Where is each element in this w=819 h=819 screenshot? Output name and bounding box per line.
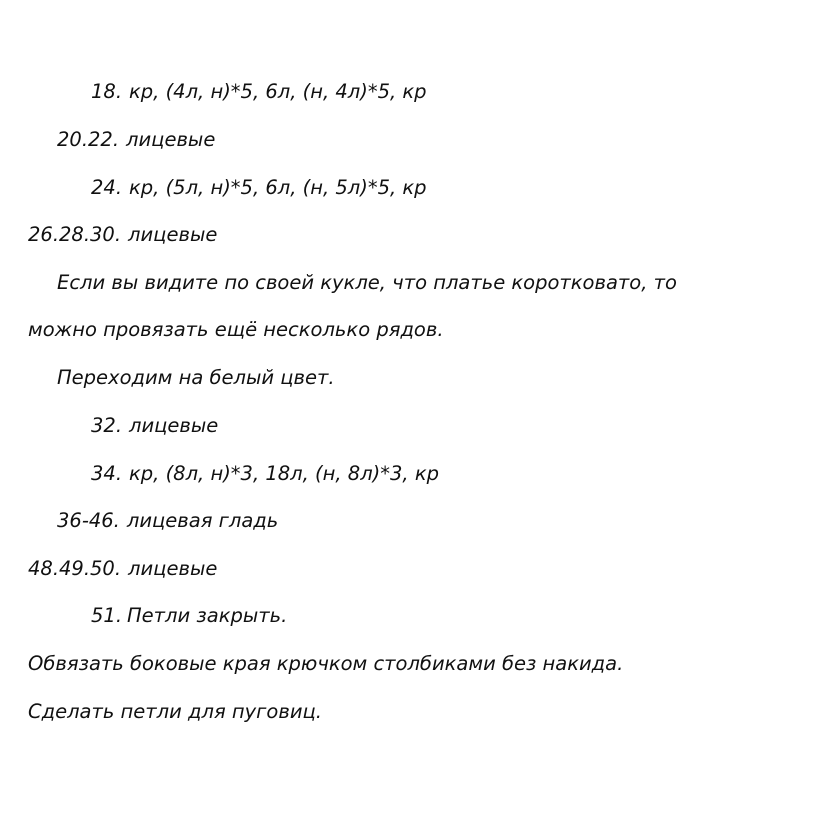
row-instruction: кр, (4л, н)*5, 6л, (н, 4л)*5, кр: [129, 80, 427, 103]
row-instruction: лицевая гладь: [126, 509, 279, 532]
row-18: [91, 80, 427, 104]
row-instruction: лицевые: [128, 557, 218, 580]
row-48-49-50: [28, 557, 217, 581]
row-20-22: [57, 128, 215, 152]
row-instruction: кр, (5л, н)*5, 6л, (н, 5л)*5, кр: [129, 176, 427, 199]
row-24: [91, 176, 427, 200]
row-number: 18.: [91, 80, 123, 103]
note-edges: Обвязать боковые края крючком столбиками без накида.: [28, 652, 624, 675]
row-number: 20.22.: [57, 128, 120, 151]
row-34: [91, 462, 439, 486]
row-36-46: [57, 509, 278, 533]
row-instruction: лицевые: [128, 223, 218, 246]
row-instruction: лицевые: [129, 414, 219, 437]
row-instruction: лицевые: [126, 128, 216, 151]
note-short-dress-line-1: Если вы видите по своей кукле, что платье коротковато, то: [57, 271, 677, 294]
row-number: 51.: [91, 604, 123, 627]
row-number: 26.28.30.: [28, 223, 122, 246]
note-white-color: Переходим на белый цвет.: [57, 366, 335, 389]
row-26-28-30: [28, 223, 217, 247]
note-short-dress-line-2: можно провязать ещё несколько рядов.: [28, 318, 444, 341]
row-number: 32.: [91, 414, 123, 437]
row-number: 34.: [91, 462, 123, 485]
row-32: [91, 414, 218, 438]
row-51: [91, 604, 287, 628]
row-instruction: кр, (8л, н)*3, 18л, (н, 8л)*3, кр: [129, 462, 439, 485]
row-number: 36-46.: [57, 509, 120, 532]
row-number: 24.: [91, 176, 123, 199]
note-buttonholes: Сделать петли для пуговиц.: [28, 700, 322, 723]
row-instruction: Петли закрыть.: [127, 604, 288, 627]
row-number: 48.49.50.: [28, 557, 122, 580]
